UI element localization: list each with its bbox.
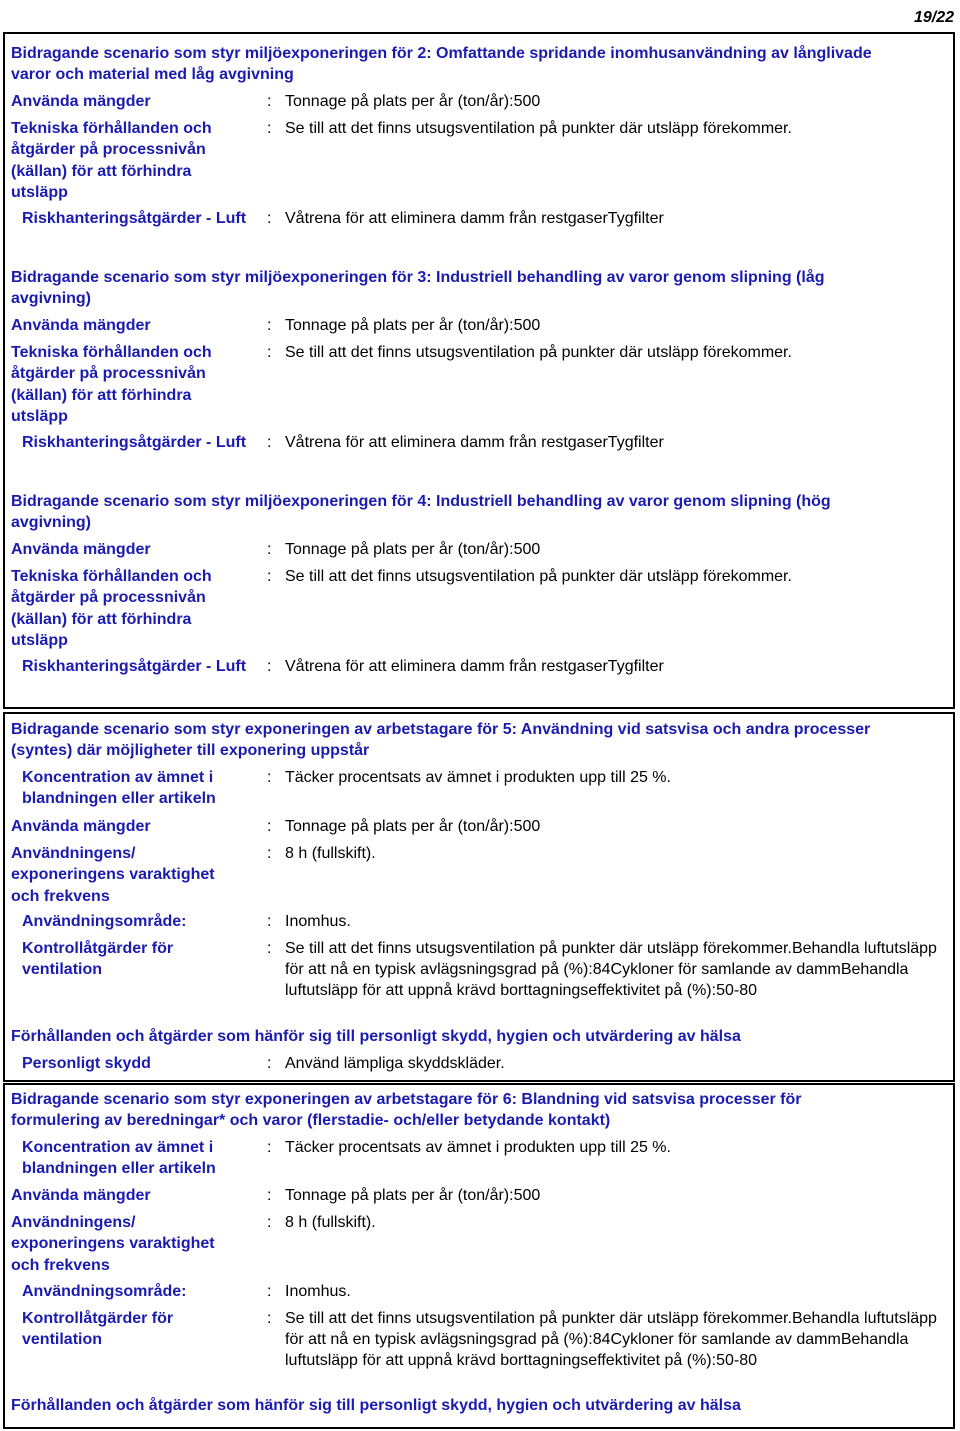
- amounts-label: Använda mängder: [11, 818, 151, 835]
- scenario-2-title: Bidragande scenario som styr miljöexponeringen för 2: Omfattande spridande inomhusanvändning av långlivade varor och material med låg avgivning: [11, 45, 872, 83]
- scenario-3-title: Bidragande scenario som styr miljöexponeringen för 3: Industriell behandling av varor genom slipning (låg avgivning): [11, 269, 825, 307]
- ventilation-long-value: Se till att det finns utsugsventilation på punkter där utsläpp förekommer.Behandla luftutsläpp för att nå en typisk avlägsningsgrad på (%):84Cykloner för samlande av dammBehandla luftutsläpp för att uppnå krävd borttagningseffektivitet på (%):50-80: [285, 1310, 937, 1369]
- covers-value: Täcker procentsats av ämnet i produkten upp till 25 %.: [285, 1139, 671, 1156]
- ventilation-value: Se till att det finns utsugsventilation på punkter där utsläpp förekommer.: [285, 344, 792, 361]
- colon: :: [267, 845, 272, 862]
- colon: :: [267, 434, 272, 451]
- colon: :: [267, 317, 272, 334]
- risk-label: Riskhanteringsåtgärder - Luft: [22, 434, 247, 451]
- tonnage-value: Tonnage på plats per år (ton/år):500: [285, 818, 541, 835]
- hours-value: 8 h (fullskift).: [285, 1214, 376, 1231]
- tonnage-value: Tonnage på plats per år (ton/år):500: [285, 1187, 541, 1204]
- scenario-6-title: Bidragande scenario som styr exponeringen av arbetstagare för 6: Blandning vid satsvisa processer för formulering av beredningar* och varor (flerstadie- och/eller betydande kontakt): [11, 1091, 802, 1129]
- tech-label: Tekniska förhållanden och åtgärder på processnivån (källan) för att förhindra utsläpp: [11, 120, 212, 201]
- indoors-value: Inomhus.: [285, 913, 351, 930]
- area-label: Användningsområde:: [22, 913, 187, 930]
- colon: :: [267, 1055, 272, 1072]
- worker-scenario-5-box: [3, 712, 955, 1082]
- scenario-5-title: Bidragande scenario som styr exponeringen av arbetstagare för 5: Användning vid satsvisa och andra processer (syntes) där möjligheter till exponering uppstår: [11, 721, 871, 759]
- clothing-value: Använd lämpliga skyddskläder.: [285, 1055, 505, 1072]
- colon: :: [267, 1283, 272, 1300]
- colon: :: [267, 818, 272, 835]
- amounts-label: Använda mängder: [11, 1187, 151, 1204]
- duration-label: Användningens/ exponeringens varaktighet och frekvens: [11, 845, 215, 905]
- colon: :: [267, 1187, 272, 1204]
- duration-label: Användningens/ exponeringens varaktighet och frekvens: [11, 1214, 215, 1274]
- colon: :: [267, 940, 272, 957]
- colon: :: [267, 210, 272, 227]
- w5-protection-heading: Förhållanden och åtgärder som hänför sig till personligt skydd, hygien och utvärdering av hälsa: [11, 1028, 741, 1045]
- ventilation-label: Kontrollåtgärder för ventilation: [22, 940, 174, 979]
- colon: :: [267, 1139, 272, 1156]
- colon: :: [267, 769, 272, 786]
- tonnage-value: Tonnage på plats per år (ton/år):500: [285, 93, 541, 110]
- tonnage-value: Tonnage på plats per år (ton/år):500: [285, 541, 541, 558]
- amounts-label: Använda mängder: [11, 541, 151, 558]
- colon: :: [267, 658, 272, 675]
- colon: :: [267, 541, 272, 558]
- risk-label: Riskhanteringsåtgärder - Luft: [22, 210, 247, 227]
- amounts-label: Använda mängder: [11, 317, 151, 334]
- tech-label: Tekniska förhållanden och åtgärder på processnivån (källan) för att förhindra utsläpp: [11, 568, 212, 649]
- colon: :: [267, 120, 272, 137]
- worker-scenario-6-box: [3, 1083, 955, 1429]
- filter-value: Våtrena för att eliminera damm från restgaserTygfilter: [285, 434, 664, 451]
- concentration-label: Koncentration av ämnet i blandningen eller artikeln: [22, 1139, 216, 1178]
- environment-scenarios-box: [3, 32, 955, 709]
- protection-label: Personligt skydd: [22, 1055, 151, 1072]
- colon: :: [267, 1214, 272, 1231]
- area-label: Användningsområde:: [22, 1283, 187, 1300]
- w6-protection-heading: Förhållanden och åtgärder som hänför sig till personligt skydd, hygien och utvärdering av hälsa: [11, 1397, 741, 1414]
- ventilation-long-value: Se till att det finns utsugsventilation på punkter där utsläpp förekommer.Behandla luftutsläpp för att nå en typisk avlägsningsgrad på (%):84Cykloner för samlande av dammBehandla luftutsläpp för att uppnå krävd borttagningseffektivitet på (%):50-80: [285, 940, 937, 999]
- risk-label: Riskhanteringsåtgärder - Luft: [22, 658, 247, 675]
- tonnage-value: Tonnage på plats per år (ton/år):500: [285, 317, 541, 334]
- hours-value: 8 h (fullskift).: [285, 845, 376, 862]
- colon: :: [267, 568, 272, 585]
- amounts-label: Använda mängder: [11, 93, 151, 110]
- tech-label: Tekniska förhållanden och åtgärder på processnivån (källan) för att förhindra utsläpp: [11, 344, 212, 425]
- ventilation-value: Se till att det finns utsugsventilation på punkter där utsläpp förekommer.: [285, 568, 792, 585]
- colon: :: [267, 344, 272, 361]
- colon: :: [267, 93, 272, 110]
- colon: :: [267, 913, 272, 930]
- covers-value: Täcker procentsats av ämnet i produkten upp till 25 %.: [285, 769, 671, 786]
- scenario-4-title: Bidragande scenario som styr miljöexponeringen för 4: Industriell behandling av varor genom slipning (hög avgivning): [11, 493, 831, 531]
- concentration-label: Koncentration av ämnet i blandningen eller artikeln: [22, 769, 216, 808]
- page-number: 19/22: [913, 9, 954, 26]
- ventilation-value: Se till att det finns utsugsventilation på punkter där utsläpp förekommer.: [285, 120, 792, 137]
- filter-value: Våtrena för att eliminera damm från restgaserTygfilter: [285, 658, 664, 675]
- filter-value: Våtrena för att eliminera damm från restgaserTygfilter: [285, 210, 664, 227]
- colon: :: [267, 1310, 272, 1327]
- ventilation-label: Kontrollåtgärder för ventilation: [22, 1310, 174, 1349]
- indoors-value: Inomhus.: [285, 1283, 351, 1300]
